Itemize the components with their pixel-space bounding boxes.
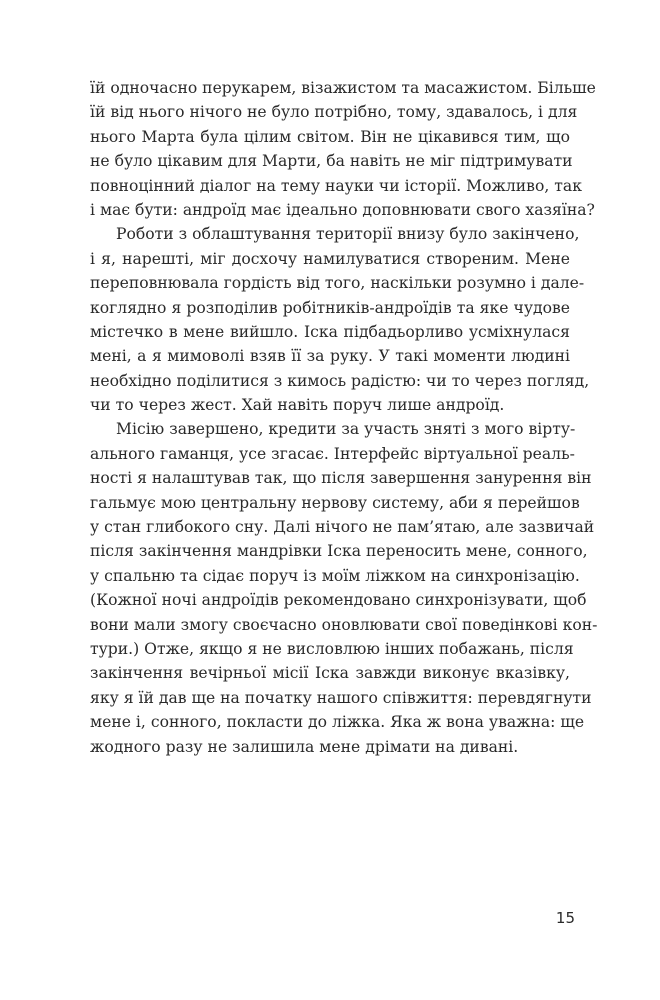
text-line: ності я налаштував так, що після завершення занурення він: [90, 469, 592, 488]
text-line: містечко в мене вийшло. Іска підбадьорливо усміхнулася: [90, 322, 570, 341]
text-line: коглядно я розподілив робітників-андроїдів та яке чудове: [90, 298, 570, 317]
text-line: Місію завершено, кредити за участь зняті з мого вірту-: [116, 420, 576, 439]
text-line: і має бути: андроїд має ідеально доповнювати свого хазяїна?: [90, 200, 595, 219]
text-line: Роботи з облаштування території внизу було закінчено,: [116, 225, 580, 244]
text-line: у спальню та сідає поруч із моїм ліжком на синхронізацію.: [90, 566, 580, 585]
text-line: не було цікавим для Марти, ба навіть не міг підтримувати: [90, 152, 573, 171]
text-line: мені, а я мимоволі взяв її за руку. У такі моменти людині: [90, 347, 570, 366]
text-line: повноцінний діалог на тему науки чи історії. Можливо, так: [90, 176, 582, 195]
text-line: переповнювала гордість від того, наскільки розумно і дале-: [90, 274, 585, 293]
paragraph: [90, 76, 596, 222]
text-line: тури.) Отже, якщо я не висловлюю інших побажань, після: [90, 639, 574, 658]
text-line: вони мали змогу своєчасно оновлювати свої поведінкові кон-: [90, 615, 598, 634]
text-line: і я, нарешті, міг досхочу намилуватися створеним. Мене: [90, 249, 570, 268]
paragraph: [90, 222, 590, 417]
text-line: гальмує мою центральну нервову систему, аби я перейшов: [90, 493, 580, 512]
text-line: мене і, сонного, покласти до ліжка. Яка ж вона уважна: ще: [90, 713, 585, 732]
text-line: жодного разу не залишила мене дрімати на дивані.: [90, 737, 519, 756]
page-number: 15: [555, 909, 575, 927]
text-line: ального гаманця, усе згасає. Інтерфейс віртуальної реаль-: [90, 444, 575, 463]
text-line: необхідно поділитися з кимось радістю: чи то через погляд,: [90, 371, 590, 390]
text-line: (Кожної ночі андроїдів рекомендовано синхронізувати, щоб: [90, 591, 587, 610]
paragraph: [90, 417, 598, 758]
text-line: після закінчення мандрівки Іска переносить мене, сонного,: [90, 542, 588, 561]
text-line: у стан глибокого сну. Далі нічого не пам’ятаю, але зазвичай: [90, 518, 595, 537]
text-line: їй від нього нічого не було потрібно, тому, здавалось, і для: [90, 103, 578, 122]
body-text: [90, 76, 598, 759]
text-line: закінчення вечірньої місії Іска завжди виконує вказівку,: [90, 664, 570, 683]
text-line: нього Марта була цілим світом. Він не цікавився тим, що: [90, 127, 570, 146]
text-line: їй одночасно перукарем, візажистом та масажистом. Більше: [90, 79, 596, 97]
text-line: чи то через жест. Хай навіть поруч лише андроїд.: [90, 396, 505, 415]
text-line: яку я їй дав ще на початку нашого співжиття: перевдягнути: [90, 688, 592, 707]
